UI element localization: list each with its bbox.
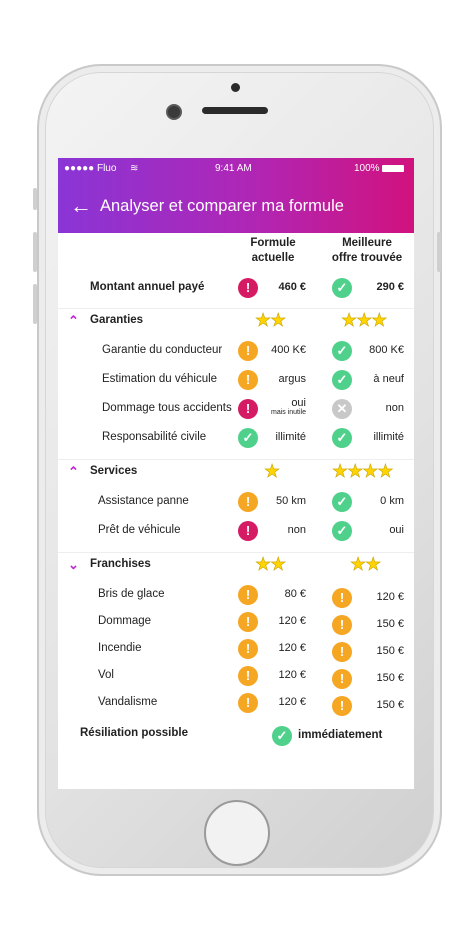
best-value: à neuf — [373, 373, 404, 385]
check-icon: ✓ — [332, 278, 352, 298]
current-value: argus — [278, 373, 306, 385]
best-value: 800 K€ — [369, 344, 404, 356]
warning-icon: ! — [332, 588, 352, 608]
app-screen — [58, 158, 414, 789]
annual-amount-label: Montant annuel payé — [90, 281, 205, 293]
best-stars: ★★ — [350, 554, 381, 574]
row-label: Assistance panne — [98, 495, 189, 507]
current-value: oui mais inutile — [258, 397, 306, 417]
best-value: 150 € — [376, 618, 404, 630]
row-label: Bris de glace — [98, 588, 165, 600]
check-icon: ✓ — [272, 726, 292, 746]
page-title: Analyser et comparer ma formule — [100, 196, 344, 215]
current-value: 120 € — [278, 696, 306, 708]
row-label: Vol — [98, 669, 114, 681]
chevron-up-icon[interactable]: ⌃ — [68, 464, 79, 479]
column-header-best-line2: offre trouvée — [331, 252, 403, 264]
current-value: 50 km — [276, 495, 306, 507]
chevron-down-icon[interactable]: ⌄ — [68, 557, 79, 572]
column-header-best-line1: Meilleure — [342, 237, 392, 249]
column-header-current-line1: Formule — [250, 237, 296, 249]
warning-icon: ! — [238, 693, 258, 713]
alert-icon: ! — [238, 521, 258, 541]
best-stars: ★★★ — [341, 310, 387, 330]
best-value: illimité — [373, 431, 404, 443]
warning-icon: ! — [238, 639, 258, 659]
current-value: 80 € — [284, 588, 306, 600]
row-label: Dommage tous accidents — [102, 402, 232, 414]
warning-icon: ! — [238, 612, 258, 632]
warning-icon: ! — [238, 341, 258, 361]
row-label: Responsabilité civile — [102, 431, 207, 443]
arrow-left-icon[interactable]: ← — [70, 193, 92, 218]
best-value: 120 € — [376, 591, 404, 603]
warning-icon: ! — [238, 492, 258, 512]
battery-icon — [382, 165, 404, 172]
row-label: Garantie du conducteur — [102, 344, 223, 356]
warning-icon: ! — [332, 615, 352, 635]
current-value: 120 € — [278, 615, 306, 627]
row-label: Incendie — [98, 642, 142, 654]
alert-icon: ! — [238, 278, 258, 298]
warning-icon: ! — [332, 669, 352, 689]
best-stars: ★★★★ — [332, 461, 393, 481]
earpiece-speaker — [202, 107, 268, 114]
volume-up-button — [33, 232, 37, 272]
warning-icon: ! — [332, 642, 352, 662]
front-camera-icon — [168, 106, 180, 118]
column-header-current — [234, 236, 312, 266]
column-header-best — [320, 236, 414, 266]
wifi-icon: ≋ — [130, 163, 139, 174]
row-label: Dommage — [98, 615, 152, 627]
app-header — [58, 158, 414, 233]
cross-icon: ✕ — [332, 399, 352, 419]
resiliation-value: immédiatement — [298, 729, 383, 741]
title-row — [70, 191, 344, 221]
current-value-note: mais inutile — [270, 409, 306, 416]
mute-switch — [33, 188, 37, 210]
section-title-franchises[interactable]: Franchises — [90, 558, 151, 570]
annual-best-value: 290 € — [376, 281, 404, 293]
column-header-current-line2: actuelle — [251, 252, 295, 264]
best-value: 150 € — [376, 672, 404, 684]
current-stars: ★★ — [255, 310, 286, 330]
current-value: 400 K€ — [271, 344, 306, 356]
best-value: non — [385, 402, 404, 414]
check-icon: ✓ — [332, 370, 352, 390]
resiliation-label: Résiliation possible — [80, 727, 188, 739]
warning-icon: ! — [238, 370, 258, 390]
section-divider — [58, 552, 414, 553]
section-divider — [58, 459, 414, 460]
alert-icon: ! — [238, 399, 258, 419]
current-value: illimité — [275, 431, 306, 443]
warning-icon: ! — [238, 585, 258, 605]
carrier-label: ●●●●● Fluo — [64, 163, 117, 174]
proximity-sensor — [231, 83, 240, 92]
current-value: 120 € — [278, 642, 306, 654]
chevron-up-icon[interactable]: ⌃ — [68, 313, 79, 328]
check-icon: ✓ — [332, 492, 352, 512]
best-value: 0 km — [380, 495, 404, 507]
check-icon: ✓ — [332, 521, 352, 541]
check-icon: ✓ — [332, 341, 352, 361]
section-divider — [58, 308, 414, 309]
row-label: Vandalisme — [98, 696, 158, 708]
annual-current-value: 460 € — [278, 281, 306, 293]
volume-down-button — [33, 284, 37, 324]
row-label: Prêt de véhicule — [98, 524, 181, 536]
check-icon: ✓ — [332, 428, 352, 448]
best-value: oui — [389, 524, 404, 536]
section-title-garanties[interactable]: Garanties — [90, 314, 144, 326]
home-button[interactable] — [204, 800, 270, 866]
section-title-services[interactable]: Services — [90, 465, 138, 477]
warning-icon: ! — [238, 666, 258, 686]
row-label: Estimation du véhicule — [102, 373, 218, 385]
current-value: 120 € — [278, 669, 306, 681]
check-icon: ✓ — [238, 428, 258, 448]
current-stars: ★★ — [255, 554, 286, 574]
current-value: non — [287, 524, 306, 536]
power-button — [437, 232, 441, 272]
warning-icon: ! — [332, 696, 352, 716]
best-value: 150 € — [376, 645, 404, 657]
clock: 9:41 AM — [215, 163, 252, 174]
battery-label: 100% — [354, 163, 380, 174]
best-value: 150 € — [376, 699, 404, 711]
current-stars: ★ — [264, 461, 280, 481]
